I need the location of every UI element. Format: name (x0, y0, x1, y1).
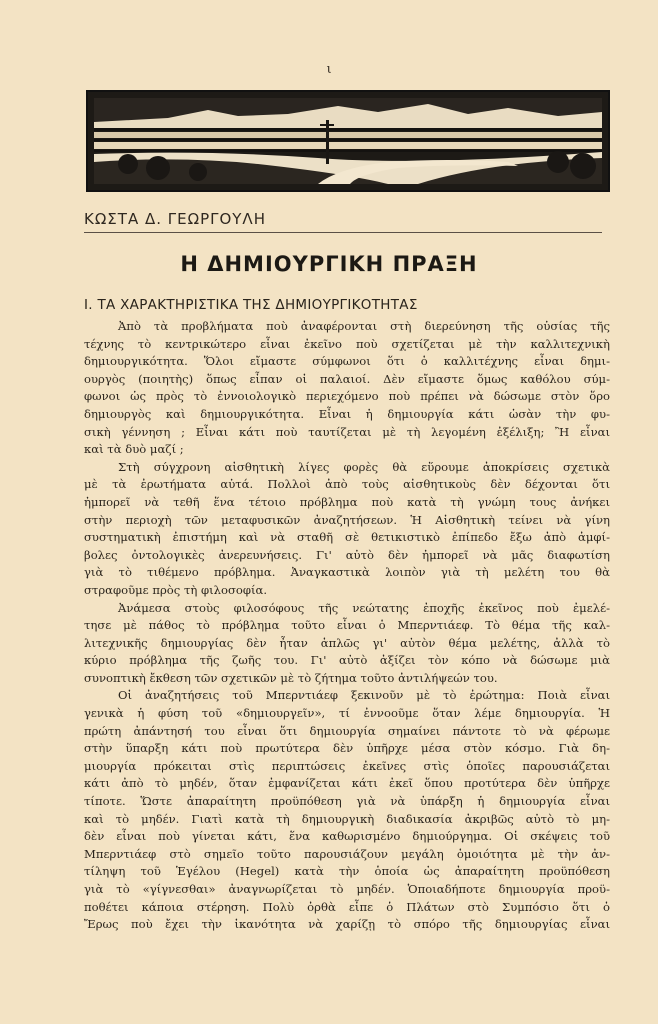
text-line: λιτεχνικῆς δημιουργίας δὲν ἦταν ἁπλῶς γι' αὐτὸν θέμα μελέτης, ἀλλὰ τὸ (84, 635, 610, 650)
text-line: Μπερντιάεφ στὸ σημεῖο τοῦτο παρουσιάζουν μεγάλη ὁμοιότητα μὲ τὴν ἀν- (84, 846, 610, 861)
text-line: γιὰ τὸ «γίγνεσθαι» ἀναγνωρίζεται τὸ μηδέν. Ὁποιαδήποτε δημιουργία προϋ- (84, 882, 610, 896)
text-line: κάτι ἀπὸ τὸ μηδέν, ὅταν ἐμφανίζεται κάτι ἐκεῖ ὅπου προτύτερα δὲν ὑπῆρχε (84, 776, 610, 791)
text-line: πρώτη ἀπάντησή του εἶναι ὅτι δημιουργία σημαίνει πάντοτε τὸ νὰ φέρωμε (84, 723, 610, 738)
article-body (84, 318, 610, 934)
text-line: συστηματικὴ ἐπιστήμη καὶ νὰ σταθῆ σὲ θετικιστικὸ ἐπίπεδο ἔξω ἀπὸ ἀμφί- (84, 530, 610, 545)
section-heading: Ι. ΤΑ ΧΑΡΑΚΤΗΡΙΣΤΙΚΑ ΤΗΣ ΔΗΜΙΟΥΡΓΙΚΟΤΗΤΑΣ (84, 297, 418, 313)
text-line: κύριο πρόβλημα τῆς ζωῆς του. Γι' αὐτὸ ἀξίζει τὸν κόπο νὰ δώσωμε μιὰ (84, 653, 610, 668)
text-line: Στὴ σύγχρονη αἰσθητικὴ λίγες φορὲς θὰ εὕρουμε ἀποκρίσεις σχετικὰ (118, 459, 610, 474)
text-line: συνοπτικὴ ἔκθεση τῶν σχετικῶν μὲ τὸ ζήτημα τοῦτο ἀντιλήψεών του. (84, 670, 498, 685)
divider (84, 232, 602, 233)
text-line: φωνοι ὡς πρὸς τὸ ἐννοιολογικὸ περιεχόμενο ποὺ πρέπει νὰ δώσωμε στὸν ὅρο (84, 389, 610, 404)
text-line: δημιουργικότητα. Ὅλοι εἴμαστε σύμφωνοι ὅτι ὁ καλλιτέχνης εἶναι δημι- (84, 354, 610, 369)
text-line: γενικὰ ἡ φύση τοῦ «δημιουργεῖν», τί ἐννοοῦμε ὅταν λέμε δημιουργία. Ἡ (84, 706, 610, 721)
text-line: στραφοῦμε πρὸς τὴ φιλοσοφία. (84, 582, 268, 597)
text-line: καὶ τὸ μηδέν. Γιατὶ κατὰ τὴ δημιουργικὴ διαδικασία ἀκριβῶς αὐτὸ τὸ μη- (84, 811, 610, 826)
text-line: Οἱ ἀναζητήσεις τοῦ Μπερντιάεφ ξεκινοῦν μὲ τὸ ἐρώτημα: Ποιὰ εἶναι (118, 688, 610, 703)
text-line: βολες ὀντολογικὲς ἀνερευνήσεις. Γι' αὐτὸ δὲν ἠμπορεῖ νὰ μᾶς διαφωτίση (84, 547, 610, 562)
text-line: μιουργία πρόκειται στὶς περιπτώσεις ἐκεῖνες στὶς ὁποῖες παρουσιάζεται (84, 758, 610, 773)
text-line: δὲν εἶναι ποὺ γίνεται κάτι, ἕνα καθωρισμένο δημιούργημα. Οἱ σκέψεις τοῦ (84, 829, 610, 844)
page-number: ι (326, 62, 332, 77)
text-line: τίληψη τοῦ Ἑγέλου (Hegel) κατὰ τὴν ὁποία ὡς ἀπαραίτητη προϋπόθεση (84, 864, 610, 879)
text-line: ἠμπορεῖ νὰ τεθῆ ἕνα τέτοιο πρόβλημα ποὺ κατὰ τὴ γνώμη τους ἀνήκει (84, 494, 610, 509)
author-name: ΚΩΣΤΑ Δ. ΓΕΩΡΓΟΥΛΗ (84, 210, 266, 228)
text-line: τησε μὲ πάθος τὸ πρόβλημα τοῦτο εἶναι ὁ Μπερντιάεφ. Τὸ θέμα τῆς καλ- (84, 618, 610, 633)
text-line: Ἀπὸ τὰ προβλήματα ποὺ ἀναφέρονται στὴ διερεύνηση τῆς οὐσίας τῆς (118, 319, 610, 333)
text-line: Ἀνάμεσα στοὺς φιλοσόφους τῆς νεώτατης ἐποχῆς ἐκεῖνος ποὺ ἐμελέ- (118, 600, 610, 615)
text-line: τίποτε. Ὥστε ἀπαραίτητη προϋπόθεση γιὰ νὰ ὑπάρξη ἡ δημιουργία εἶναι (84, 794, 610, 809)
text-line: σικὴ γέννηση ; Εἶναι κάτι ποὺ ταυτίζεται μὲ τὴ λεγομένη ἐξέλιξη; Ἢ εἶναι (84, 424, 610, 439)
text-line: στὴν ὕπαρξη κάτι ποὺ πρωτύτερα δὲν ὑπῆρχε μέσα στὸν κόσμο. Γιὰ δη- (84, 741, 610, 756)
text-line: τέχνης τὸ κεντρικώτερο εἶναι ἐκεῖνο ποὺ σχετίζεται μὲ τὴν καλλιτεχνικὴ (84, 336, 610, 351)
text-line: γιὰ τὸ τιθέμενο πρόβλημα. Ἀναγκαστικὰ λοιπὸν γιὰ τὴ μελέτη του θὰ (84, 565, 610, 580)
landscape-woodcut-illustration (86, 90, 610, 192)
text-line: μὲ τὰ ἐρωτήματα αὐτά. Πολλοὶ ἀπὸ τοὺς αἰσθητικοὺς δὲν δέχονται ὅτι (84, 477, 610, 492)
text-line: Ἔρως ποὺ ἔχει τὴν ἱκανότητα νὰ χαρίζῃ τὸ σπόρο τῆς δημιουργίας εἶναι (84, 917, 610, 932)
text-line: δημιουργὸς καὶ δημιουργικότητα. Εἶναι ἡ δημιουργία κάτι ὡσὰν τὴν φυ- (84, 406, 610, 421)
text-line: ποθέτει κάποια στέρηση. Πολὺ ὀρθὰ εἶπε ὁ Πλάτων στὸ Συμπόσιο ὅτι ὁ (84, 899, 610, 914)
article-title: Η ΔΗΜΙΟΥΡΓΙΚΗ ΠΡΑΞΗ (180, 252, 478, 276)
text-line: ουργὸς (ποιητὴς) ὅπως εἶπαν οἱ παλαιοί. Δὲν εἴμαστε ὅμως καθόλου σύμ- (84, 371, 610, 386)
text-line: καὶ τὰ δυὸ μαζί ; (84, 442, 184, 457)
text-line: στὴν περιοχὴ τῶν μεταφυσικῶν ἀναζητήσεων. Ἡ Αἰσθητικὴ τείνει νὰ γίνη (84, 512, 610, 527)
